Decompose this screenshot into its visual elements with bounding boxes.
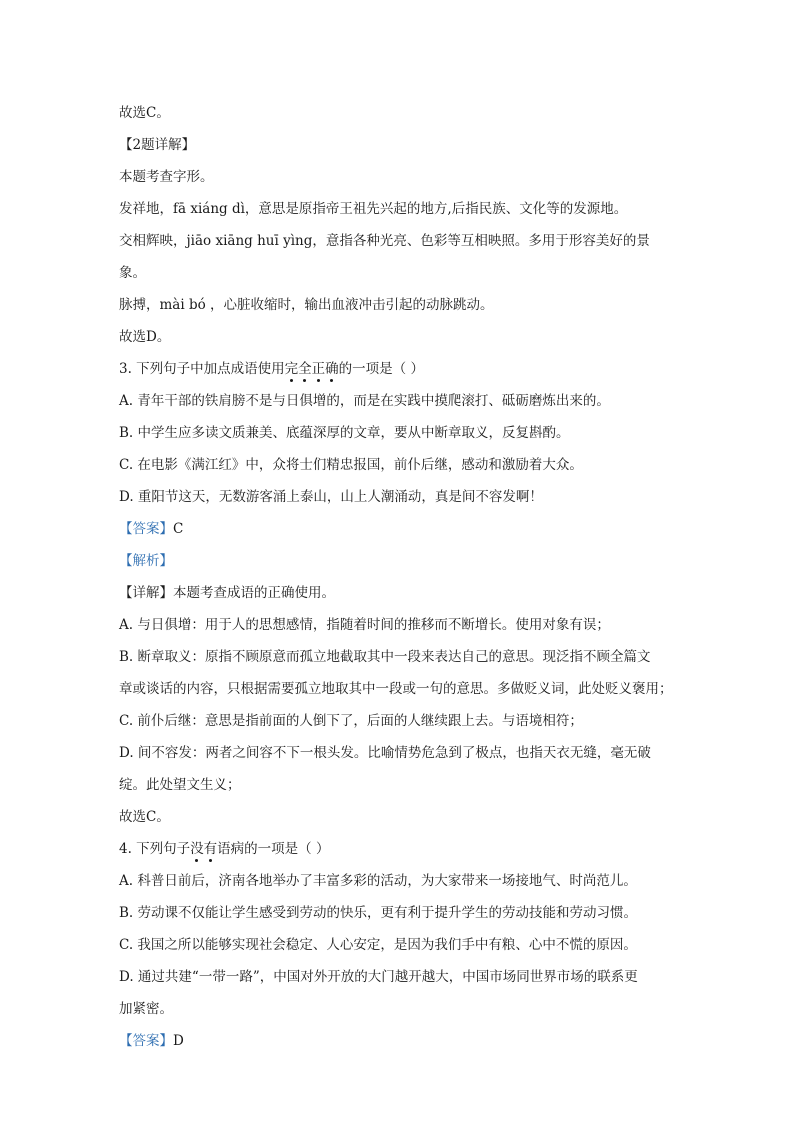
q3-stem bbox=[119, 360, 679, 378]
answer-tag: 【答案】 bbox=[119, 521, 173, 537]
q3-explain-c: C. 前仆后继：意思是指前面的人倒下了，后面的人继续跟上去。与语境相符； bbox=[119, 713, 583, 729]
answer-value: C bbox=[173, 521, 184, 537]
q2-detail-header: 【2题详解】 bbox=[119, 137, 196, 153]
answer-tag: 【答案】 bbox=[119, 1033, 173, 1049]
q3-analysis-tag: 【解析】 bbox=[119, 553, 173, 569]
q4-option-b: B. 劳动课不仅能让学生感受到劳动的快乐，更有利于提升学生的劳动技能和劳动习惯。 bbox=[119, 905, 638, 921]
q3-choose: 故选C。 bbox=[119, 809, 170, 825]
q3-explain-a: A. 与日俱增：用于人的思想感情，指随着时间的推移而不断增长。使用对象有误； bbox=[119, 617, 610, 633]
q2-intro: 本题考查字形。 bbox=[119, 169, 214, 185]
dotted-char: 正 bbox=[311, 361, 326, 377]
answer-value: D bbox=[173, 1033, 184, 1049]
q3-answer bbox=[119, 520, 679, 538]
q3-option-c: C. 在电影《满江红》中，众将士们精忠报国，前仆后继，感动和激励着大众。 bbox=[119, 457, 583, 473]
q3-explain-b-cont: 章或谈话的内容，只根据需要孤立地取其中一段或一句的意思。多做贬义词，此处贬义褒用； bbox=[119, 681, 673, 697]
q3-option-b: B. 中学生应多读文质兼美、底蕴深厚的文章，要从中断章取义，反复斟酌。 bbox=[119, 425, 570, 441]
q3-detail: 【详解】本题考查成语的正确使用。 bbox=[119, 585, 335, 601]
q4-stem-post: 语病的一项是（ ） bbox=[217, 841, 330, 857]
q2-choose-d: 故选D。 bbox=[119, 329, 171, 345]
q4-answer bbox=[119, 1032, 679, 1050]
q4-option-d-cont: 加紧密。 bbox=[119, 1001, 173, 1017]
q4-option-a: A. 科普日前后，济南各地举办了丰富多彩的活动，为大家带来一场接地气、时尚范儿。 bbox=[119, 873, 637, 889]
q2-explain-line: 象。 bbox=[119, 265, 146, 281]
q3-explain-d-cont: 绽。此处望文生义； bbox=[119, 777, 241, 793]
q3-explain-b: B. 断章取义：原指不顾原意而孤立地截取其中一段来表达自己的意思。现泛指不顾全篇文 bbox=[119, 649, 651, 665]
q4-option-c: C. 我国之所以能够实现社会稳定、人心安定，是因为我们手中有粮、心中不慌的原因。 bbox=[119, 937, 637, 953]
q3-stem-post: 的一项是（ ） bbox=[338, 361, 424, 377]
q3-option-d: D. 重阳节这天，无数游客涌上泰山，山上人潮涌动，真是间不容发啊！ bbox=[119, 489, 543, 505]
q3-explain-d: D. 间不容发：两者之间容不下一根头发。比喻情势危急到了极点，也指天衣无缝，毫无破 bbox=[119, 745, 651, 761]
dotted-char: 完 bbox=[284, 361, 299, 377]
dotted-char: 有 bbox=[203, 841, 218, 857]
q4-option-d: D. 通过共建“一带一路”，中国对外开放的大门越开越大，中国市场同世界市场的联系更 bbox=[119, 969, 638, 985]
q2-choose-c: 故选C。 bbox=[119, 105, 170, 121]
q4-stem-pre: 4. 下列句子 bbox=[119, 841, 191, 857]
dotted-char: 没 bbox=[190, 841, 204, 857]
q2-explain-line: 脉搏，mài bó ，心脏收缩时，输出血液冲击引起的动脉跳动。 bbox=[119, 297, 494, 313]
q4-stem bbox=[119, 840, 679, 858]
dotted-char: 确 bbox=[325, 361, 339, 377]
q2-explain-line: 交相辉映，jiāo xiāng huī yìng，意指各种光亮、色彩等互相映照。多用于形容美好的景 bbox=[119, 233, 650, 249]
q3-option-a: A. 青年干部的铁肩膀不是与日俱增的，而是在实践中摸爬滚打、砥砺磨炼出来的。 bbox=[119, 393, 610, 409]
q3-stem-pre: 3. 下列句子中加点成语使用 bbox=[119, 361, 285, 377]
q2-explain-line: 发祥地，fā xiáng dì，意思是原指帝王祖先兴起的地方,后指民族、文化等的发源地。 bbox=[119, 201, 628, 217]
dotted-char: 全 bbox=[298, 361, 312, 377]
